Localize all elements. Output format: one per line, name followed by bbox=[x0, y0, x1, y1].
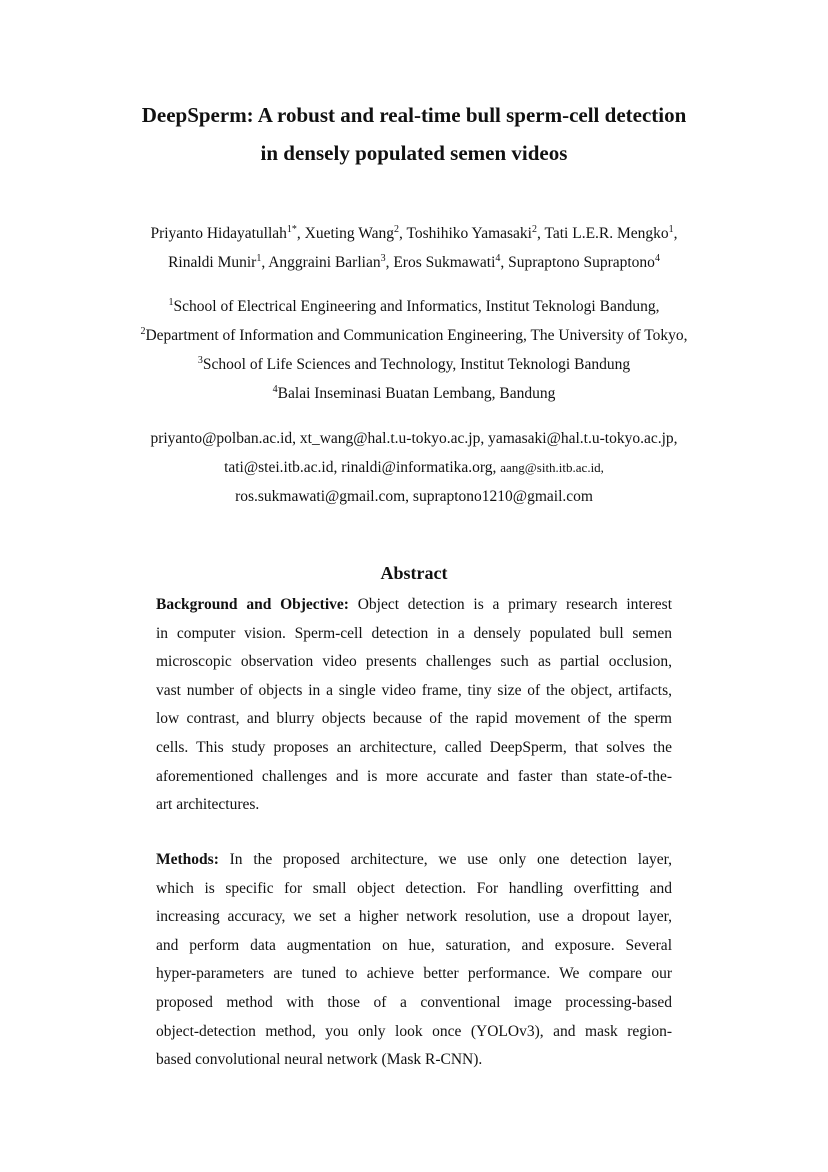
author-affiliation-mark: 1 bbox=[668, 223, 674, 235]
title-line-2: in densely populated semen videos bbox=[260, 141, 568, 165]
affiliation-item bbox=[20, 379, 808, 408]
author-affiliation-mark: 1* bbox=[286, 223, 297, 235]
paper-title bbox=[60, 96, 768, 172]
abstract-background-paragraph bbox=[156, 591, 672, 820]
line-text: Object detection is a primary research interest bbox=[348, 596, 673, 613]
affiliation-text: Balai Inseminasi Buatan Lembang, Bandung bbox=[277, 385, 556, 402]
author-separator: , bbox=[500, 254, 509, 271]
abstract-heading: Abstract bbox=[380, 563, 448, 583]
abstract-line: and perform data augmentation on hue, saturation, and exposure. Several bbox=[156, 936, 672, 954]
affiliation-item bbox=[20, 292, 808, 321]
abstract-line: increasing accuracy, we set a higher network resolution, use a dropout layer, bbox=[156, 908, 672, 926]
author-separator: , bbox=[398, 225, 407, 242]
abstract-line: cells. This study proposes an architecture, called DeepSperm, that solves the bbox=[156, 738, 672, 756]
author-name: Supraptono Supraptono bbox=[508, 254, 655, 271]
affiliation-text: Department of Information and Communication Engineering, The University of Tokyo, bbox=[145, 327, 688, 344]
affiliation-mark: 4 bbox=[272, 383, 278, 395]
affiliation-item bbox=[20, 321, 808, 350]
section-label: Methods: bbox=[156, 851, 219, 868]
email-text-small: aang@sith.itb.ac.id, bbox=[500, 460, 604, 475]
author-separator: , bbox=[673, 225, 678, 242]
author-affiliation-mark: 1 bbox=[256, 252, 262, 264]
author-affiliation-mark: 4 bbox=[654, 252, 660, 264]
email-line bbox=[40, 453, 788, 482]
affiliation-text: School of Electrical Engineering and Informatics, Institut Teknologi Bandung, bbox=[173, 298, 660, 315]
abstract-line: vast number of objects in a single video frame, tiny size of the object, artifacts, bbox=[156, 681, 672, 699]
author-line bbox=[40, 248, 788, 277]
section-label: Background and Objective: bbox=[156, 596, 349, 613]
author-separator: , bbox=[261, 254, 269, 271]
author-name: Eros Sukmawati bbox=[393, 254, 496, 271]
abstract-line: art architectures. bbox=[156, 796, 260, 814]
author-name: Priyanto Hidayatullah bbox=[150, 225, 287, 242]
abstract-line: hyper-parameters are tuned to achieve better performance. We compare our bbox=[156, 965, 672, 983]
abstract-line: proposed method with those of a conventional image processing-based bbox=[156, 993, 672, 1011]
author-line bbox=[40, 219, 788, 248]
abstract-line bbox=[156, 591, 672, 620]
author-separator: , bbox=[536, 225, 545, 242]
affiliation-mark: 2 bbox=[140, 325, 146, 337]
author-separator: , bbox=[296, 225, 305, 242]
author-affiliation-mark: 2 bbox=[531, 223, 537, 235]
affiliation-mark: 3 bbox=[197, 354, 203, 366]
author-affiliation-mark: 3 bbox=[380, 252, 386, 264]
affiliation-text: School of Life Sciences and Technology, Institut Teknologi Bandung bbox=[202, 356, 631, 373]
abstract-methods-paragraph bbox=[156, 846, 672, 1075]
author-name: Toshihiko Yamasaki bbox=[406, 225, 532, 242]
email-text: tati@stei.itb.ac.id, rinaldi@informatika.org, bbox=[224, 459, 501, 476]
abstract-line bbox=[156, 846, 672, 875]
author-name: Xueting Wang bbox=[304, 225, 394, 242]
author-name: Rinaldi Munir bbox=[168, 254, 257, 271]
affiliation-list bbox=[20, 292, 808, 408]
author-affiliation-mark: 4 bbox=[495, 252, 501, 264]
abstract-line: in computer vision. Sperm-cell detection in a densely populated bull semen bbox=[156, 624, 672, 642]
title-line-1: DeepSperm: A robust and real-time bull sperm-cell detection bbox=[141, 103, 687, 127]
abstract-line: object-detection method, you only look once (YOLOv3), and mask region- bbox=[156, 1022, 672, 1040]
line-text: In the proposed architecture, we use only one detection layer, bbox=[218, 851, 672, 868]
author-list bbox=[40, 219, 788, 277]
abstract-line: which is specific for small object detection. For handling overfitting and bbox=[156, 879, 672, 897]
author-name: Tati L.E.R. Mengko bbox=[544, 225, 669, 242]
abstract-line: microscopic observation video presents challenges such as partial occlusion, bbox=[156, 653, 672, 671]
email-line: ros.sukmawati@gmail.com, supraptono1210@gmail.com bbox=[235, 488, 593, 505]
email-list bbox=[40, 424, 788, 511]
author-name: Anggraini Barlian bbox=[268, 254, 381, 271]
email-line: priyanto@polban.ac.id, xt_wang@hal.t.u-tokyo.ac.jp, yamasaki@hal.t.u-tokyo.ac.jp, bbox=[150, 430, 678, 447]
author-affiliation-mark: 2 bbox=[393, 223, 399, 235]
author-separator: , bbox=[385, 254, 394, 271]
abstract-line: aforementioned challenges and is more accurate and faster than state-of-the- bbox=[156, 767, 672, 785]
affiliation-item bbox=[20, 350, 808, 379]
abstract-line: low contrast, and blurry objects because of the rapid movement of the sperm bbox=[156, 710, 672, 728]
abstract-line: based convolutional neural network (Mask R-CNN). bbox=[156, 1051, 483, 1069]
affiliation-mark: 1 bbox=[168, 296, 174, 308]
